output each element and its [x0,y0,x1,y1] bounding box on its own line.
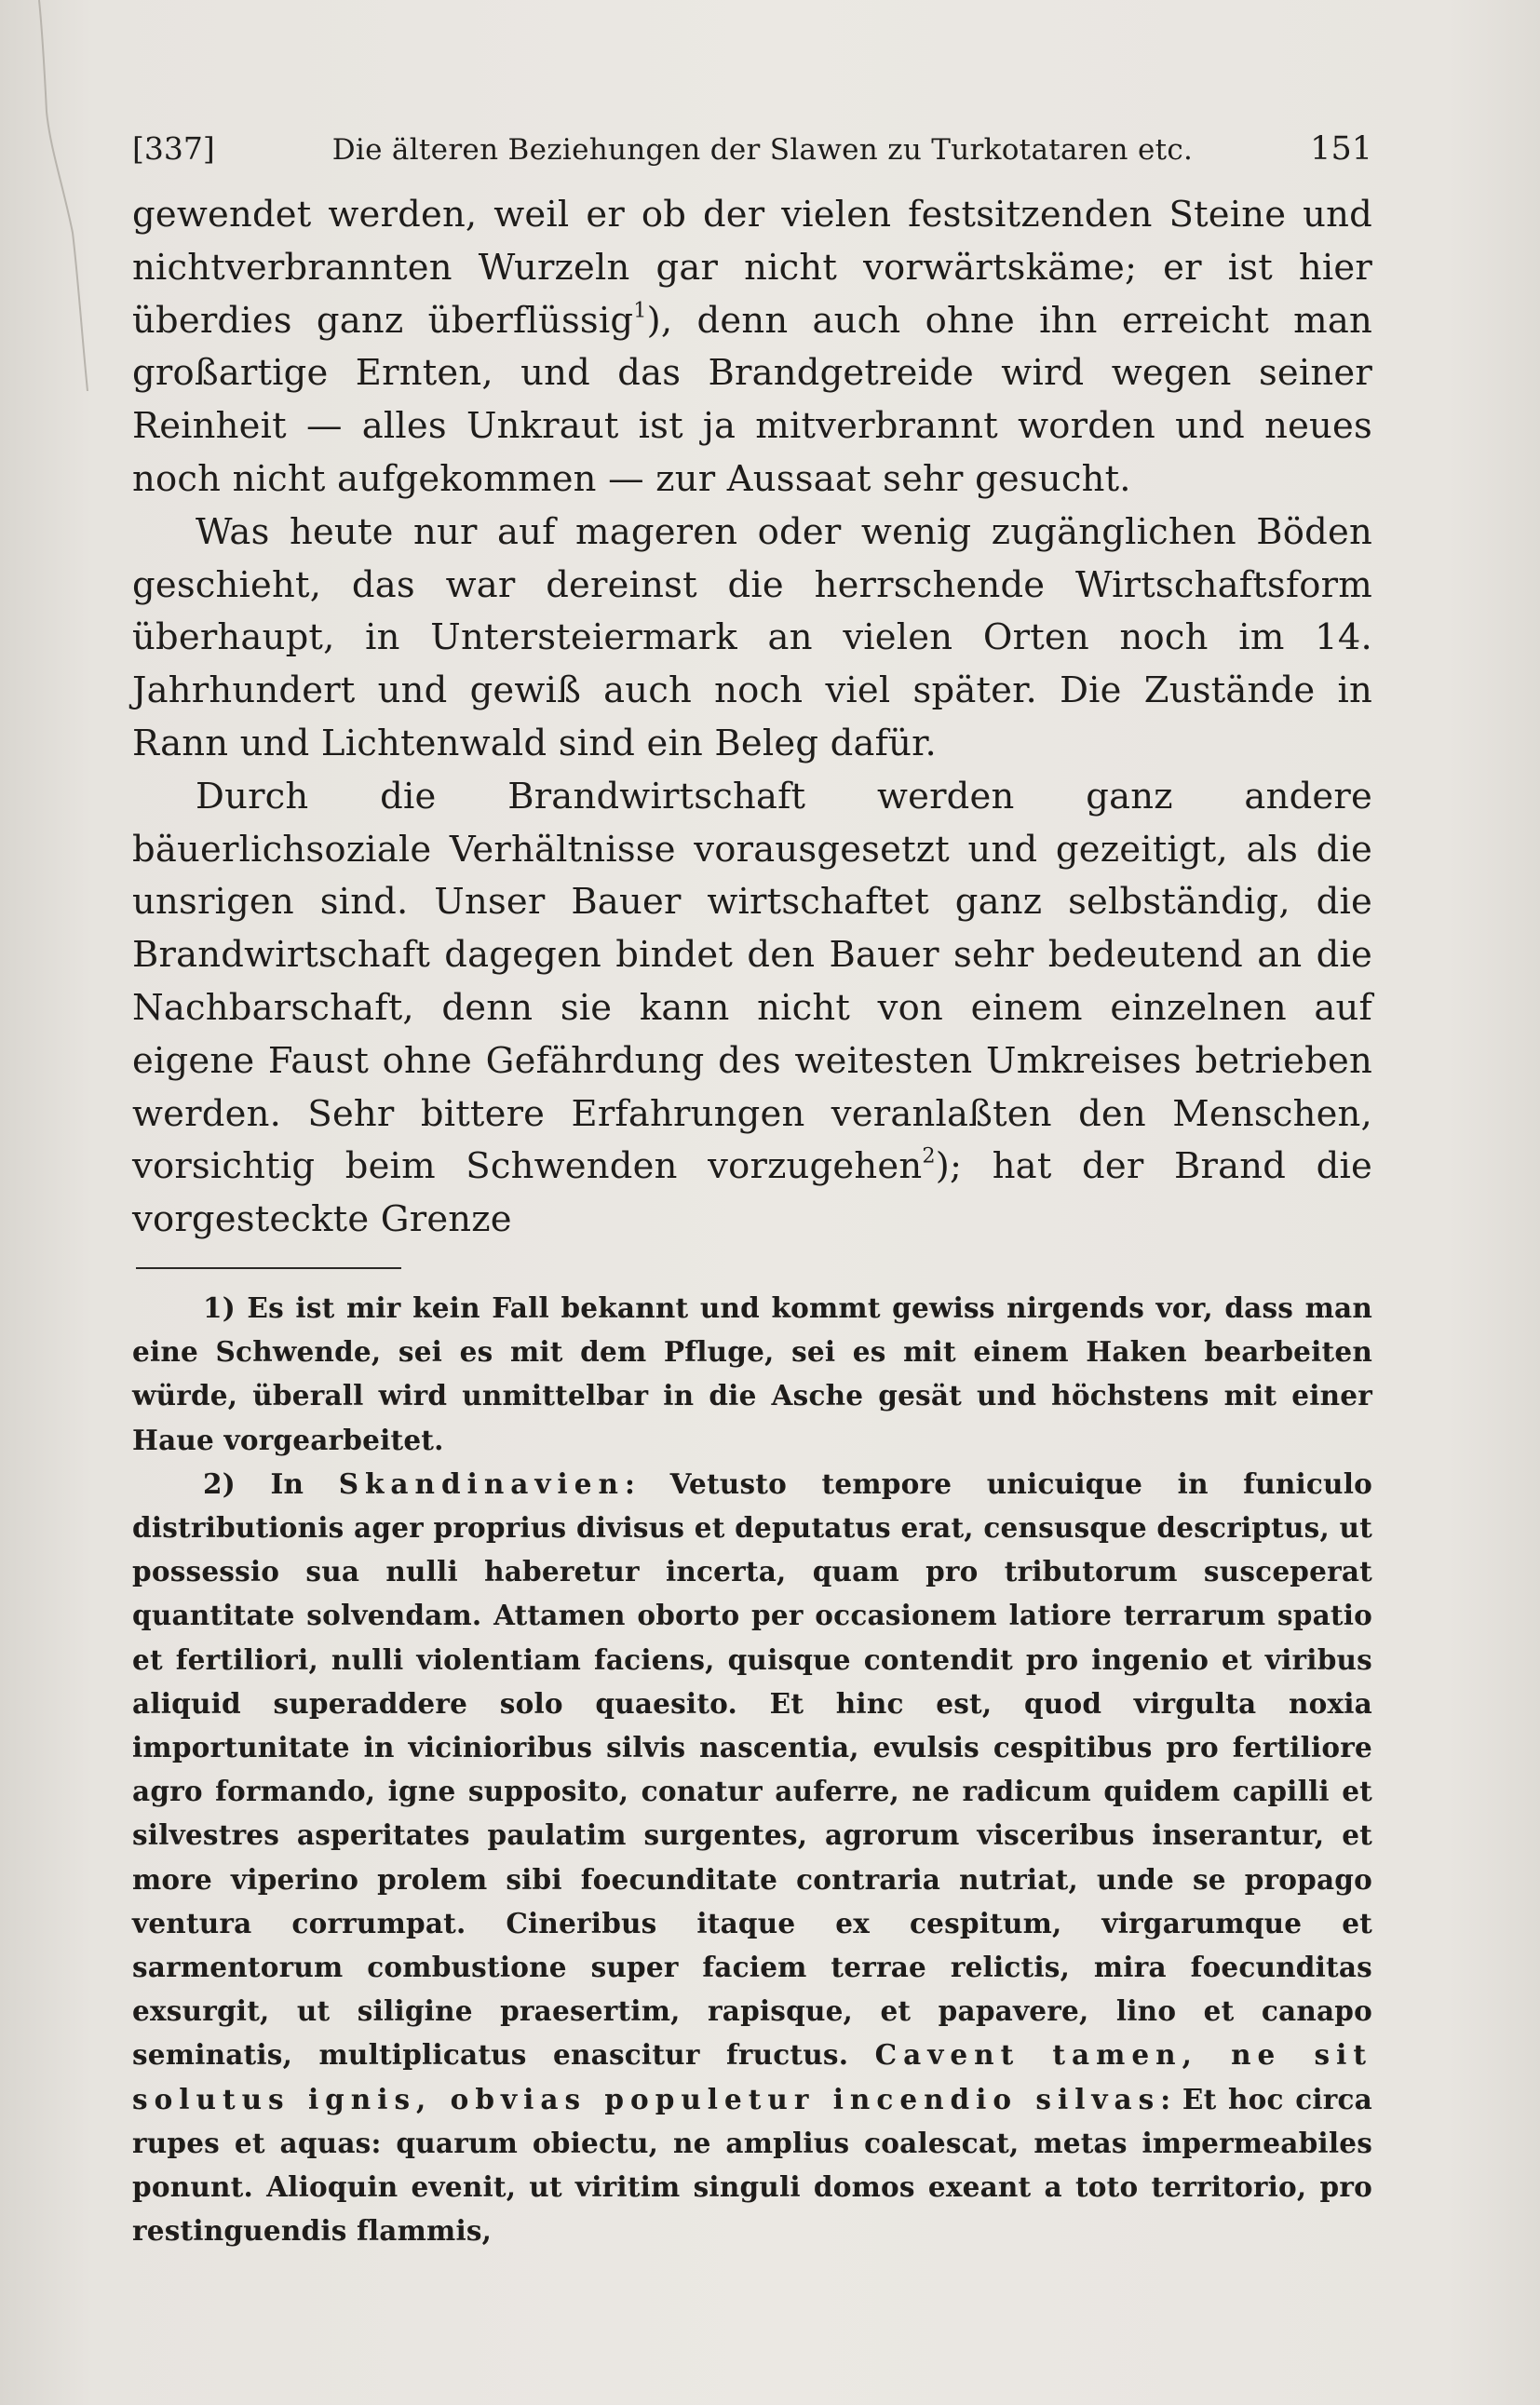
page-reference: [337] [132,130,215,167]
page-number: 151 [1310,130,1372,168]
footnotes [132,1286,1372,2252]
footnote-2: 2) In Skandinavien: Vetusto tempore unicuique in funiculo distributionis ager proprius divisus et deputatus erat, censusque descriptus, ut possessio sua nulli haberetur incerta, quam pro tributorum susceperat quantitate solvendam. Attamen oborto per occasionem latiore terrarum spatio et fertiliori, nulli violentiam faciens, quisque contendit pro ingenio et viribus aliquid superaddere solo quaesito. Et hinc est, quod virgulta noxia importunitate in vicinioribus silvis nascentia, evulsis cespitibus pro fertiliore agro formando, igne supposito, conatur auferre, ne radicum quidem capilli et silvestres asperitates paulatim surgentes, agrorum visceribus inserantur, et more viperino prolem sibi foecunditate contraria nutriat, unde se propago ventura corrumpat. Cineribus itaque ex cespitum, virgarumque et sarmentorum combustione super faciem terrae relictis, mira foecunditas exsurgit, ut siligine praesertim, rapisque, et papavere, lino et canapo seminatis, multiplicatus enascitur fructus. Cavent tamen, ne sit solutus ignis, obvias populetur incendio silvas: Et hoc circa rupes et aquas: quarum obiectu, ne amplius coalescat, metas impermeabiles ponunt. Alioquin evenit, ut viritim singuli domos exeant a toto territorio, pro restinguendis flammis, [132,1466,1372,2248]
footnote-rule [136,1267,401,1269]
main-text [132,189,1372,1247]
paper-crease [35,0,91,391]
paragraph-brandwirtschaft-history: Was heute nur auf mageren oder wenig zugänglichen Böden geschieht, das war dereinst die herrschende Wirtschaftsform überhaupt, in Untersteiermark an vielen Orten noch im 14. Jahrhundert und gewiß auch noch viel später. Die Zustände in Rann und Lichtenwald sind ein Beleg dafür. [132,510,1372,764]
running-title: Die älteren Beziehungen der Slawen zu Turkotataren etc. [331,133,1194,167]
book-page [132,130,1372,2252]
running-head [132,130,1372,186]
footnote-1: 1) Es ist mir kein Fall bekannt und kommt gewiss nirgends vor, dass man eine Schwende, sei es mit dem Pfluge, sei es mit einem Haken bearbeiten würde, überall wird unmittelbar in die Asche gesät und höchstens mit einer Haue vorgearbeitet. [132,1290,1372,1456]
paragraph-social-conditions: Durch die Brandwirtschaft werden ganz andere bäuerlichsoziale Verhältnisse vorausgesetzt und gezeitigt, als die unsrigen sind. Unser Bauer wirtschaftet ganz selbständig, die Brandwirtschaft dagegen bindet den Bauer sehr bedeutend an die Nachbarschaft, denn sie kann nicht von einem einzelnen auf eigene Faust ohne Gefährdung des weitesten Umkreises betrieben werden. Sehr bittere Erfahrungen veranlaßten den Menschen, vorsichtig beim Schwenden vorzugehen$^2$); hat der Brand die vorgesteckte Grenze [132,775,1372,1241]
spaced-term-skandinavien: Skandinavien [338,1466,625,1500]
footnote-mark-2: 2 [922,1143,936,1169]
paragraph-continued: gewendet werden, weil er ob der vielen festsitzenden Steine und nichtverbrannten Wurzeln gar nicht vorwärtskäme; er ist hier überdies ganz überflüssig$^1$), denn auch ohne ihn erreicht man großartige Ernten, und das Brandgetreide wird wegen seiner Reinheit — alles Unkraut ist ja mitverbrannt worden und neues noch nicht aufgekommen — zur Aussaat sehr gesucht. [132,194,1372,500]
spaced-phrase: Cavent tamen, ne sit solutus ignis, obvias populetur incendio silvas [132,2038,1372,2115]
footnote-mark-1: 1 [633,297,647,322]
